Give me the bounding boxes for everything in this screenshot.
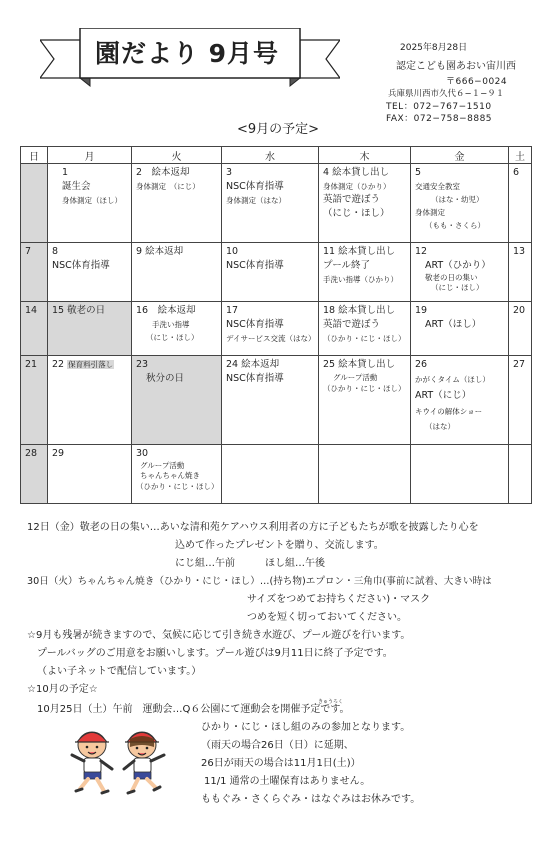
calendar-week (21, 356, 532, 445)
calendar-cell-sun: 7 (21, 243, 48, 302)
calendar-cell-wed: 10 NSC体育指導 (222, 243, 319, 302)
day-header-thu: 木 (319, 147, 411, 164)
september-calendar (20, 146, 532, 504)
calendar-week (21, 445, 532, 504)
calendar-cell-sat: 20 (509, 302, 532, 356)
note-october-3: （雨天の場合26日（日）に延期、 (201, 740, 354, 751)
note-chanchan-2: サイズをつめてお持ちください)・マスク (247, 594, 431, 605)
calendar-cell-mon: 22 保育料引落し (48, 356, 132, 445)
note-keirou-2: 込めて作ったプレゼントを贈り、交流します。 (175, 540, 384, 551)
note-pool-1: ☆9月も残暑が続きますので、気候に応じて引き続き水遊び、プール遊びを行います。 (27, 630, 411, 641)
calendar-cell-mon: 29 (48, 445, 132, 504)
calendar-cell-fri: 12 ART（ひかり） 敬老の日の集い （にじ・ほし） (411, 243, 509, 302)
calendar-cell-fri (411, 445, 509, 504)
calendar-cell-sun: 28 (21, 445, 48, 504)
calendar-cell-thu: 18 絵本貸し出し 英語で遊ぼう （ひかり・にじ・ほし） (319, 302, 411, 356)
calendar-week (21, 164, 532, 243)
calendar-cell-fri: 26 かがくタイム（ほし） ART（にじ） キウイの解体ショー （はな） (411, 356, 509, 445)
note-chanchan-1: 30日（火）ちゃんちゃん焼き（ひかり・にじ・ほし）…(持ち物)エプロン・三角巾(事前に試着、大きい時は (27, 576, 492, 587)
organization-name: 認定こども園あおい宙川西 (396, 61, 516, 72)
note-keirou-1: 12日（金）敬老の日の集い…あいな清和苑ケアハウス利用者の方に子どもたちが歌を披露したり心を (27, 522, 479, 533)
day-header-sat: 土 (509, 147, 532, 164)
fee-debit-label: 保育料引落し (68, 360, 114, 369)
phone-number: TEL：072−767−1510 (386, 102, 492, 112)
note-keirou-3: にじ組…午前 ほし組…午後 (175, 558, 325, 569)
calendar-cell-mon: 8 NSC体育指導 (48, 243, 132, 302)
note-pool-3: （よい子ネットで配信しています。） (37, 666, 202, 677)
calendar-cell-tue: 16 絵本返却 手洗い指導 （にじ・ほし） (132, 302, 222, 356)
calendar-cell-sat: 13 (509, 243, 532, 302)
calendar-cell-wed: 24 絵本返却 NSC体育指導 (222, 356, 319, 445)
calendar-cell-mon: 15 敬老の日 (48, 302, 132, 356)
note-pool-2: プールバッグのご用意をお願いします。プール遊びは9月11日に終了予定です。 (37, 648, 393, 659)
day-header-tue: 火 (132, 147, 222, 164)
day-header-fri: 金 (411, 147, 509, 164)
note-chanchan-3: つめを短く切っておいてください。 (247, 612, 407, 623)
calendar-cell-sat (509, 445, 532, 504)
calendar-cell-sat: 27 (509, 356, 532, 445)
note-october-1: 10月25日（土）午前 運動会…Q６公園にて運動会を開催予定です。 (37, 704, 350, 715)
child-left-illustration (72, 732, 112, 793)
calendar-cell-fri: 19 ART（ほし） (411, 302, 509, 356)
calendar-cell-sun: 14 (21, 302, 48, 356)
note-october-4: 26日が雨天の場合は11月1日(土)） (201, 758, 361, 769)
october-heading: ☆10月の予定☆ (27, 684, 98, 695)
calendar-cell-tue: 9 絵本返却 (132, 243, 222, 302)
newsletter-title: 園だより 9月号 (94, 39, 280, 68)
day-header-sun: 日 (21, 147, 48, 164)
calendar-cell-wed (222, 445, 319, 504)
calendar-cell-wed: 17 NSC体育指導 デイサービス交流（はな） (222, 302, 319, 356)
calendar-cell-tue: 2 絵本返却 身体測定 （にじ） (132, 164, 222, 243)
schedule-heading: <9月の予定> (236, 122, 320, 137)
calendar-cell-sat: 6 (509, 164, 532, 243)
issue-date: 2025年8月28日 (400, 43, 468, 53)
fax-number: FAX：072−758−8885 (386, 114, 493, 124)
address: 兵庫県川西市久代６−１−９１ (388, 89, 505, 99)
calendar-cell-thu: 11 絵本貸し出し プール終了 手洗い指導（ひかり） (319, 243, 411, 302)
calendar-cell-thu: 25 絵本貸し出し グループ活動 （ひかり・にじ・ほし） (319, 356, 411, 445)
note-october-2: ひかり・にじ・ほし組のみの参加となります。 (201, 722, 411, 733)
calendar-cell-sun: 21 (21, 356, 48, 445)
running-children-illustration (60, 725, 180, 797)
note-october-5: 11/1 通常の土曜保育はありません。 (204, 776, 371, 787)
calendar-cell-tue: 23 秋分の日 (132, 356, 222, 445)
calendar-cell-tue: 30 グループ活動 ちゃんちゃん焼き （ひかり・にじ・ほし） (132, 445, 222, 504)
calendar-cell-mon: 1 誕生会 身体測定（ほし） (48, 164, 132, 243)
q6-ruby: きゅうろく (318, 699, 344, 705)
calendar-week (21, 302, 532, 356)
day-header-mon: 月 (48, 147, 132, 164)
note-october-6: ももぐみ・さくらぐみ・はなぐみはお休みです。 (201, 794, 421, 805)
calendar-week (21, 243, 532, 302)
calendar-cell-sun (21, 164, 48, 243)
child-right-illustration (124, 732, 164, 793)
calendar-cell-fri: 5 交通安全教室 （はな・幼児） 身体測定 （もも・さくら） (411, 164, 509, 243)
calendar-cell-thu: 4 絵本貸し出し 身体測定（ひかり） 英語で遊ぼう （にじ・ほし） (319, 164, 411, 243)
day-header-wed: 水 (222, 147, 319, 164)
calendar-cell-wed: 3 NSC体育指導 身体測定（はな） (222, 164, 319, 243)
postal-code: 〒666−0024 (446, 77, 508, 87)
calendar-cell-thu (319, 445, 411, 504)
